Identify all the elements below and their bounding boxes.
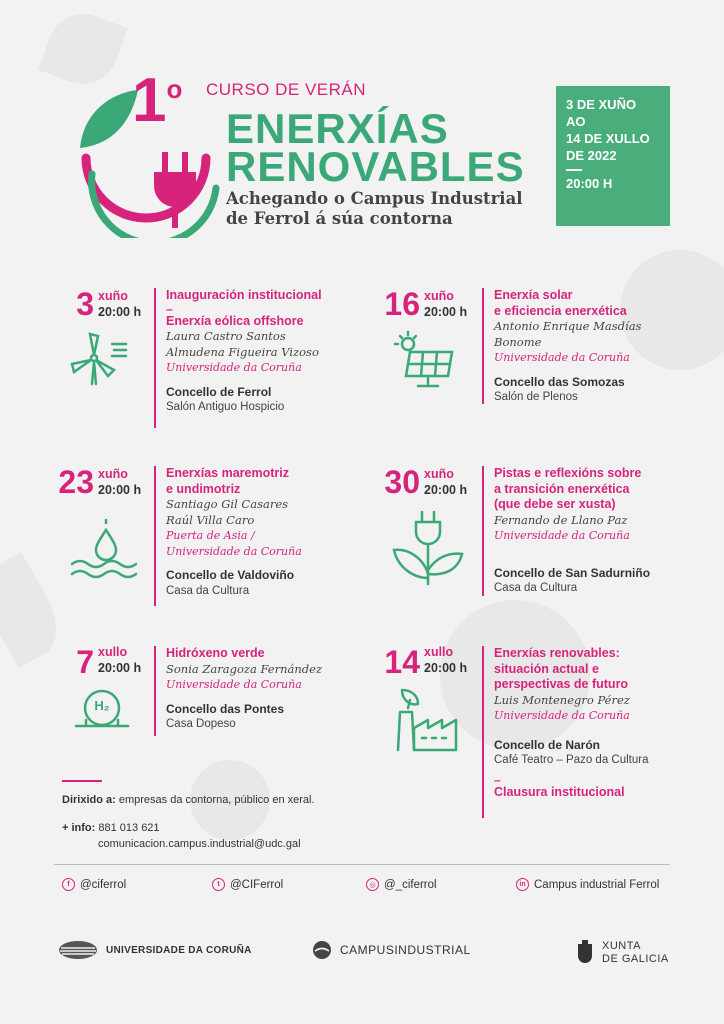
session-affiliation: Universidade da Coruña bbox=[166, 544, 302, 558]
xunta-line1: XUNTA bbox=[602, 940, 641, 952]
wind-turbine-icon bbox=[68, 330, 130, 386]
subtitle-line1: Achegando o Campus Industrial bbox=[226, 189, 523, 208]
subtitle bbox=[226, 189, 546, 229]
campus-name: CAMPUSINDUSTRIAL bbox=[340, 943, 471, 957]
session-topic: e undimotriz bbox=[166, 481, 241, 496]
session-speaker: Almudena Figueira Vizoso bbox=[166, 344, 319, 359]
session-topic: situación actual e bbox=[494, 661, 599, 676]
session-body bbox=[166, 466, 366, 599]
session-venue: Concello de Ferrol bbox=[166, 384, 272, 399]
footer-rule bbox=[54, 864, 670, 865]
session-day: 14 bbox=[384, 644, 420, 680]
audience-text: empresas da contorna, público en xeral. bbox=[118, 794, 315, 806]
session-day: 16 bbox=[384, 286, 420, 322]
title-line1: ENERXÍAS bbox=[226, 105, 449, 152]
session-day: 23 bbox=[58, 464, 94, 500]
xunta-line2: DE GALICIA bbox=[602, 953, 669, 965]
social-instagram[interactable] bbox=[366, 878, 437, 891]
session-topic: Enerxías maremotriz bbox=[166, 466, 289, 480]
social-twitter[interactable] bbox=[212, 878, 283, 891]
session-time: 20:00 h bbox=[98, 483, 142, 497]
course-label: CURSO DE VERÁN bbox=[206, 80, 367, 99]
solar-panel-icon bbox=[392, 330, 458, 390]
session-month: xuño bbox=[98, 289, 128, 303]
session-dash: – bbox=[166, 301, 173, 316]
session-time: 20:00 h bbox=[424, 661, 468, 675]
social-linkedin[interactable] bbox=[516, 878, 659, 891]
session-body bbox=[494, 646, 694, 800]
audience-label: Dirixido a: bbox=[62, 794, 116, 806]
date-line1: 3 DE XUÑO bbox=[566, 97, 637, 112]
date-divider bbox=[566, 169, 582, 171]
session-body bbox=[494, 288, 694, 406]
social-handle: Campus industrial Ferrol bbox=[534, 878, 660, 891]
audience-line bbox=[62, 794, 315, 806]
session-hall: Salón de Plenos bbox=[494, 391, 578, 403]
session-body bbox=[494, 466, 694, 597]
info-divider bbox=[62, 780, 102, 782]
session-month: xuño bbox=[424, 289, 454, 303]
session-speaker: Luis Montenegro Pérez bbox=[494, 692, 630, 707]
title-line2: RENOVABLES bbox=[226, 143, 525, 190]
session-hall: Casa da Cultura bbox=[494, 582, 578, 594]
plug-leaf-icon bbox=[390, 508, 466, 588]
session-affiliation: Universidade da Coruña bbox=[166, 678, 302, 691]
edition-suffix: o bbox=[166, 74, 183, 104]
session-day: 3 bbox=[76, 286, 94, 322]
session-dash: – bbox=[494, 772, 501, 787]
session-time: 20:00 h bbox=[424, 483, 468, 497]
session-closing: Clausura institucional bbox=[494, 784, 625, 799]
session-divider bbox=[154, 646, 156, 736]
session-divider bbox=[154, 288, 156, 428]
water-waves-icon bbox=[68, 516, 144, 584]
session-day: 7 bbox=[76, 644, 94, 680]
session-hall: Casa da Cultura bbox=[166, 584, 250, 597]
session-body bbox=[166, 646, 366, 733]
session-affiliation: Puerta de Asia / bbox=[166, 529, 255, 542]
session-topic: Enerxías renovables: bbox=[494, 646, 620, 660]
session-hall: Salón Antiguo Hospicio bbox=[166, 401, 285, 413]
info-phone[interactable]: 881 013 621 bbox=[98, 822, 160, 834]
session-speaker: Sonia Zaragoza Fernández bbox=[166, 661, 323, 676]
session-venue: Concello de Narón bbox=[494, 737, 601, 752]
session-affiliation: Universidade da Coruña bbox=[494, 709, 630, 722]
date-line2: AO bbox=[566, 114, 586, 129]
session-month: xullo bbox=[98, 645, 128, 659]
udc-emblem-icon bbox=[58, 940, 98, 960]
session-speaker: Santiago Gil Casares bbox=[166, 497, 289, 511]
info-email[interactable]: comunicacion.campus.industrial@udc.gal bbox=[98, 838, 301, 850]
session-time: 20:00 h bbox=[424, 305, 468, 319]
session-body bbox=[166, 288, 366, 416]
session-topic: Hidróxeno verde bbox=[166, 646, 265, 660]
session-month: xuño bbox=[424, 467, 454, 481]
date-line4: DE 2022 bbox=[566, 148, 617, 163]
session-month: xuño bbox=[98, 467, 128, 481]
social-handle: @ciferrol bbox=[80, 878, 127, 891]
udc-logo bbox=[58, 940, 252, 960]
session-topic: a transición enerxética bbox=[494, 481, 630, 496]
session-topic: Pistas e reflexións sobre bbox=[494, 466, 642, 480]
social-handle: @_ciferrol bbox=[384, 878, 437, 891]
session-topic: Enerxía solar bbox=[494, 288, 573, 302]
social-handle: @CIFerrol bbox=[230, 878, 284, 891]
session-speaker: Fernando de Llano Paz bbox=[494, 512, 628, 527]
session-time: 20:00 h bbox=[98, 661, 142, 675]
session-time: 20:00 h bbox=[98, 305, 142, 319]
session-topic: Enerxía eólica offshore bbox=[166, 313, 304, 328]
session-divider bbox=[154, 466, 156, 606]
twitter-icon: t bbox=[212, 878, 225, 891]
session-divider bbox=[482, 466, 484, 596]
xunta-emblem-icon bbox=[576, 940, 594, 966]
campus-emblem-icon bbox=[312, 940, 332, 960]
linkedin-icon: in bbox=[516, 878, 529, 891]
edition-number: 1$^o$ bbox=[132, 66, 183, 135]
green-factory-icon bbox=[392, 688, 462, 752]
facebook-icon: f bbox=[62, 878, 75, 891]
contact-info bbox=[62, 820, 301, 852]
session-affiliation: Universidade da Coruña bbox=[166, 361, 302, 374]
campus-industrial-logo bbox=[312, 940, 471, 960]
session-hall: Café Teatro – Pazo da Cultura bbox=[494, 754, 649, 766]
session-hall: Casa Dopeso bbox=[166, 718, 236, 730]
subtitle-line2: de Ferrol á súa contorna bbox=[226, 209, 453, 228]
info-label: + info: bbox=[62, 822, 96, 834]
session-venue: Concello das Pontes bbox=[166, 701, 285, 716]
session-topic: perspectivas de futuro bbox=[494, 677, 629, 691]
session-topic: (que debe ser xusta) bbox=[494, 497, 616, 511]
session-speaker: Laura Castro Santos bbox=[166, 329, 286, 343]
session-divider bbox=[482, 646, 484, 818]
session-venue: Concello das Somozas bbox=[494, 374, 625, 389]
date-box bbox=[556, 86, 670, 226]
date-line3: 14 DE XULLO bbox=[566, 131, 650, 146]
session-speaker: Raúl Villa Caro bbox=[166, 512, 255, 527]
session-speaker: Antonio Enrique Masdías bbox=[494, 319, 642, 333]
session-speaker: Bonome bbox=[494, 334, 542, 349]
xunta-logo bbox=[576, 940, 669, 966]
session-venue: Concello de San Sadurniño bbox=[494, 565, 651, 580]
date-time: 20:00 H bbox=[566, 176, 613, 191]
xunta-name bbox=[602, 940, 669, 966]
session-divider bbox=[482, 288, 484, 404]
session-affiliation: Universidade da Coruña bbox=[494, 351, 630, 364]
social-facebook[interactable] bbox=[62, 878, 126, 891]
session-affiliation: Universidade da Coruña bbox=[494, 529, 630, 542]
session-opening: Inauguración institucional bbox=[166, 288, 322, 302]
background-leaf-shape bbox=[0, 552, 71, 669]
udc-name: UNIVERSIDADE DA CORUÑA bbox=[106, 944, 252, 956]
session-day: 30 bbox=[384, 464, 420, 500]
session-venue: Concello de Valdoviño bbox=[166, 568, 295, 582]
hydrogen-label: H₂ bbox=[94, 698, 110, 713]
instagram-icon: ◎ bbox=[366, 878, 379, 891]
session-topic: e eficiencia enerxética bbox=[494, 303, 627, 318]
session-month: xullo bbox=[424, 645, 454, 659]
